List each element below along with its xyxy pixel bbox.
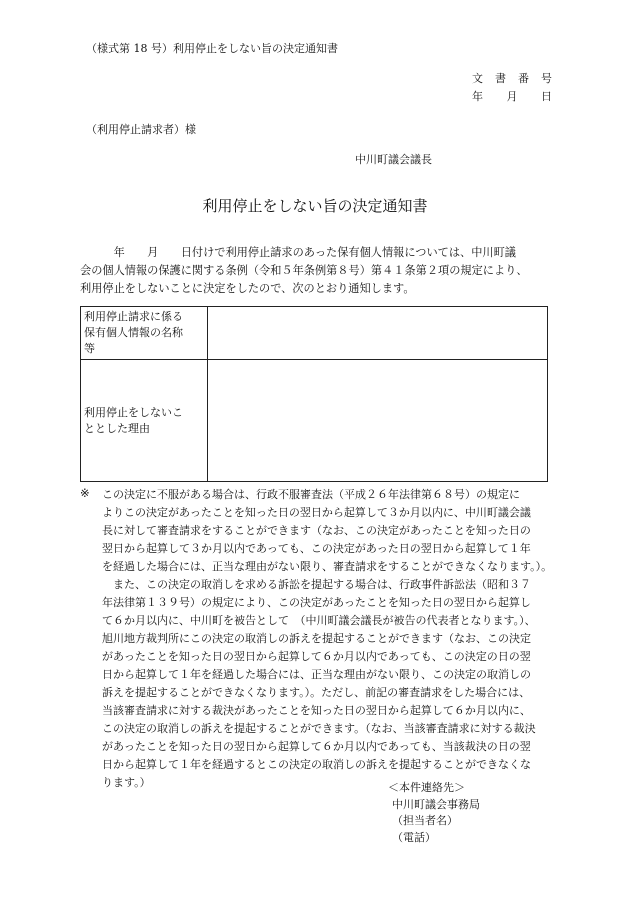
note-line: 旭川地方裁判所にこの決定の取消しの訴えを提起することができます（なお、この決定 (102, 632, 531, 645)
note-line: この決定の取消しの訴えを提起することができます。（なお、当該審査請求に対する裁決 (102, 722, 536, 735)
label-line: 等 (84, 342, 95, 355)
document-title: 利用停止をしない旨の決定通知書 (202, 197, 428, 215)
doc-number-char: 号 (541, 72, 552, 85)
doc-number-char: 書 (495, 72, 506, 85)
document-number-label (472, 70, 552, 86)
table-row (81, 307, 548, 360)
addressee: （利用停止請求者）様 (86, 123, 196, 136)
label-line: ととした理由 (84, 421, 150, 435)
body-line: 会の個人情報の保護に関する条例（令和５年条例第８号）第４１条第２項の規定により、 (80, 264, 528, 277)
body-line: 年 月 日付けで利用停止請求のあった保有個人情報については、中川町議 (80, 246, 516, 259)
info-table (80, 306, 548, 482)
form-label: （様式第 18 号）利用停止をしない旨の決定通知書 (86, 42, 338, 55)
note-line: ります。） (102, 776, 151, 789)
doc-date-year: 年 (472, 90, 483, 103)
doc-date-day: 日 (541, 90, 552, 103)
table-label-cell (81, 307, 208, 360)
table-row (81, 360, 548, 482)
note-line: この決定に不服がある場合は、行政不服審査法（平成２６年法律第６８号）の規定に (102, 488, 520, 501)
note-line: よりこの決定があったことを知った日の翌日から起算して３か月以内に、中川町議会議 (102, 506, 531, 519)
sender: 中川町議会議長 (355, 153, 432, 166)
label-line: 利用停止をしないこ (84, 405, 183, 419)
doc-number-char: 番 (518, 72, 529, 85)
note-line: また、この決定の取消しを求める訴訟を提起する場合は、行政事件訴訟法（昭和３７ (102, 578, 531, 591)
body-line: 利用停止をしないことに決定をしたので、次のとおり通知します。 (80, 282, 415, 295)
note-line: 年法律第１３９号）の規定により、この決定があったことを知った日の翌日から起算し (102, 596, 531, 609)
body-paragraph (80, 244, 550, 298)
note-line: を経過した場合には、正当な理由がない限り、審査請求をすることができなくなります。）。 (102, 560, 553, 573)
note-mark: ※ (80, 486, 90, 500)
reason-value-cell (208, 360, 548, 482)
label-line: 保有個人情報の名称 (84, 326, 183, 339)
contact-phone: （電話） (392, 830, 436, 844)
note-line: があったことを知った日の翌日から起算して６か月以内であっても、この決定の日の翌 (102, 650, 531, 663)
label-line: 利用停止請求に係る (84, 310, 183, 323)
note-line: 当該審査請求に対する裁決があったことを知った日の翌日から起算して６か月以内に、 (102, 704, 531, 717)
note-line: があったことを知った日の翌日から起算して６か月以内であっても、当該裁決の日の翌 (102, 740, 531, 753)
contact-office: 中川町議会事務局 (392, 797, 480, 811)
table-label-cell (81, 360, 208, 482)
doc-date-month: 月 (506, 90, 518, 103)
note-line: 翌日から起算して３か月以内であっても、この決定があった日の翌日から起算して１年 (102, 542, 531, 555)
info-name-value-cell (208, 307, 548, 360)
contact-person: （担当者名） (392, 814, 458, 827)
contact-block (388, 780, 480, 846)
note-line: て６か月以内に、中川町を被告として （中川町議会議長が被告の代表者となります。）、 (102, 614, 536, 627)
doc-number-char: 文 (472, 72, 483, 85)
notes-section (80, 486, 560, 792)
note-line: 訴えを提起することができなくなります。）。ただし、前記の審査請求をした場合には、 (102, 686, 531, 699)
contact-heading: ＜本件連絡先＞ (388, 781, 465, 794)
document-date-label (472, 88, 552, 104)
note-line: 日から起算して１年を経過するとこの決定の取消しの訴えを提起することができなくな (102, 758, 531, 771)
note-line: 日から起算して１年を経過した場合には、正当な理由がない限り、この決定の取消しの (102, 668, 531, 681)
note-line: 長に対して審査請求をすることができます（なお、この決定があったことを知った日の (102, 524, 531, 537)
